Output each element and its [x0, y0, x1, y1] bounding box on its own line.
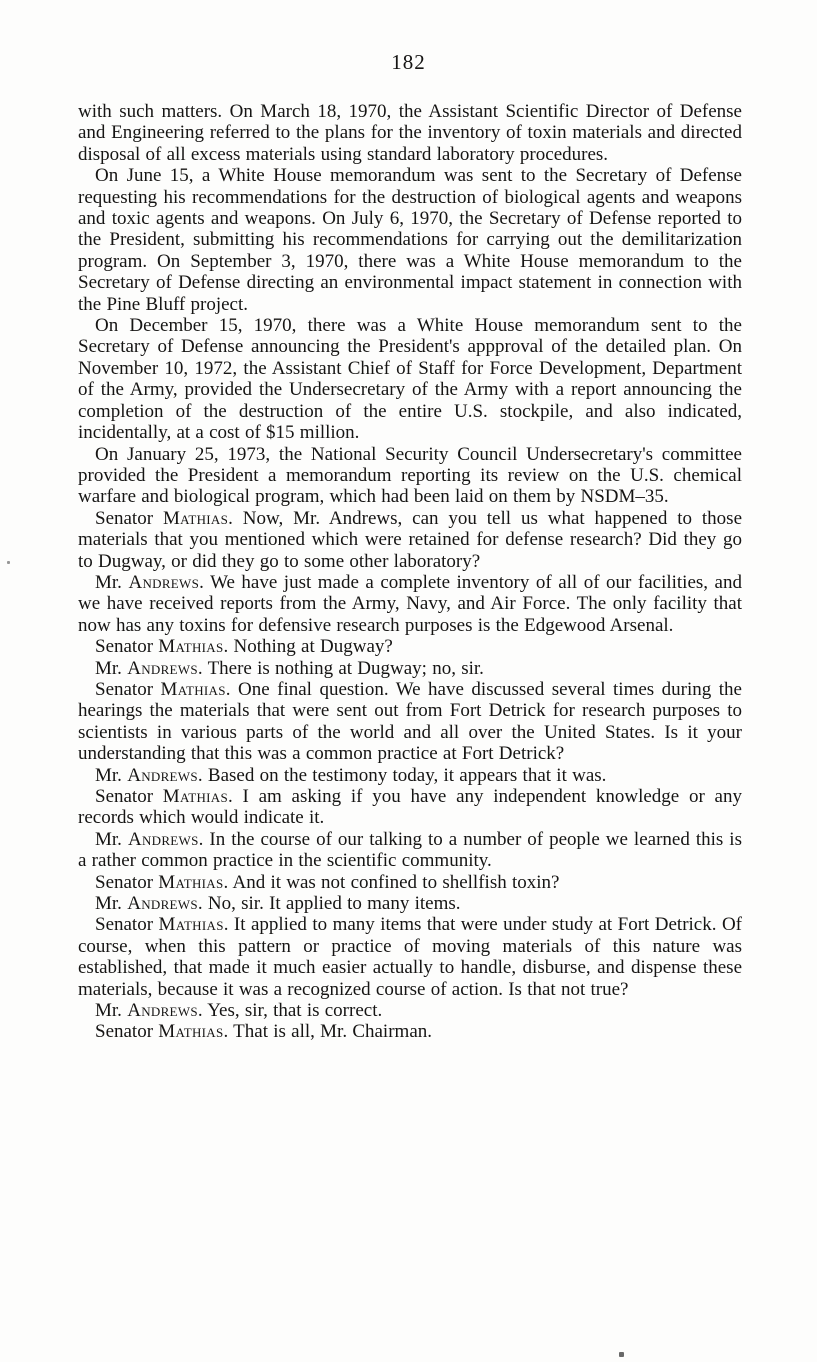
- speaker-name: Andrews: [128, 571, 200, 593]
- dialogue-paragraph: Senator Mathias. It applied to many items that were under study at Fort Detrick. Of course, when this pattern or practice of moving materials of this nature was established, that made it much easier actually to handle, disburse, and dispense these materials, because it was a recognized course of action. Is that not true?: [78, 914, 742, 1000]
- scan-speck: [7, 561, 10, 564]
- dialogue-paragraph: Senator Mathias. That is all, Mr. Chairman.: [95, 1021, 433, 1043]
- dialogue-paragraph: Senator Mathias. Now, Mr. Andrews, can you tell us what happened to those materials that you mentioned which were retained for defense research? Did they go to Dugway, or did they go to some other laboratory?: [78, 507, 743, 572]
- scan-speck: [619, 1352, 624, 1357]
- speaker-name: Mathias: [158, 636, 224, 658]
- dialogue-paragraph: Mr. Andrews. Yes, sir, that is correct.: [95, 1000, 383, 1022]
- speaker-name: Andrews: [127, 828, 199, 850]
- dialogue-paragraph: Mr. Andrews. There is nothing at Dugway; no, sir.: [95, 657, 484, 679]
- narrative-paragraph: with such matters. On March 18, 1970, the Assistant Scientific Director of Defense and Engineering referred to the plans for the inventory of toxin materials and directed disposal of all excess materials using standard laboratory procedures.: [78, 101, 742, 165]
- speaker-name: Mathias: [158, 914, 224, 936]
- speaker-name: Andrews: [127, 1000, 198, 1022]
- dialogue-paragraph: Mr. Andrews. We have just made a complete inventory of all of our facilities, and we have received reports from the Army, Navy, and Air Force. The only facility that now has any toxins for defensive research purposes is the Edgewood Arsenal.: [78, 571, 742, 636]
- page-number: 182: [391, 50, 426, 74]
- speaker-name: Andrews: [127, 893, 198, 915]
- dialogue-paragraph: Mr. Andrews. Based on the testimony today, it appears that it was.: [95, 764, 607, 786]
- narrative-paragraph: On June 15, a White House memorandum was sent to the Secretary of Defense requesting his recommendations for the destruction of biological agents and weapons and toxic agents and weapons. On July 6, 1970, the Secretary of Defense reported to the President, submitting his recommendations for carrying out the demilitarization program. On September 3, 1970, there was a White House memorandum to the Secretary of Defense directing an environmental impact statement in connection with the Pine Bluff project.: [78, 165, 742, 315]
- dialogue-paragraph: Senator Mathias. And it was not confined to shellfish toxin?: [95, 871, 560, 893]
- speaker-name: Mathias: [158, 1021, 224, 1043]
- dialogue-paragraph: Senator Mathias. One final question. We have discussed several times during the hearings the materials that were sent out from Fort Detrick for research purposes to scientists in various parts of the world and all over the United States. Is it your understanding that this was a common practice at Fort Detrick?: [78, 678, 742, 765]
- page-body: [78, 101, 742, 1043]
- dialogue-paragraph: Mr. Andrews. No, sir. It applied to many items.: [95, 893, 461, 915]
- speaker-name: Mathias: [162, 507, 229, 529]
- narrative-paragraph: On December 15, 1970, there was a White House memorandum sent to the Secretary of Defense announcing the President's appproval of the detailed plan. On November 10, 1972, the Assistant Chief of Staff for Force Development, Department of the Army, provided the Undersecretary of the Army with a report announcing the completion of the destruction of the entire U.S. stockpile, and also indicated, incidentally, at a cost of $15 million.: [78, 315, 742, 444]
- dialogue-paragraph: Senator Mathias. I am asking if you have any independent knowledge or any records which would indicate it.: [78, 786, 742, 829]
- narrative-paragraph: On January 25, 1973, the National Security Council Undersecretary's committee provided the President a memorandum reporting its review on the U.S. chemical warfare and biological program, which had been laid on them by NSDM–35.: [78, 443, 742, 508]
- speaker-name: Mathias: [158, 871, 224, 893]
- speaker-name: Mathias: [162, 786, 229, 807]
- dialogue-paragraph: Senator Mathias. Nothing at Dugway?: [95, 636, 393, 658]
- dialogue-paragraph: Mr. Andrews. In the course of our talking to a number of people we learned this is a rather common practice in the scientific community.: [78, 828, 742, 872]
- speaker-name: Andrews: [127, 657, 198, 679]
- speaker-name: Andrews: [127, 764, 198, 786]
- speaker-name: Mathias: [160, 678, 226, 700]
